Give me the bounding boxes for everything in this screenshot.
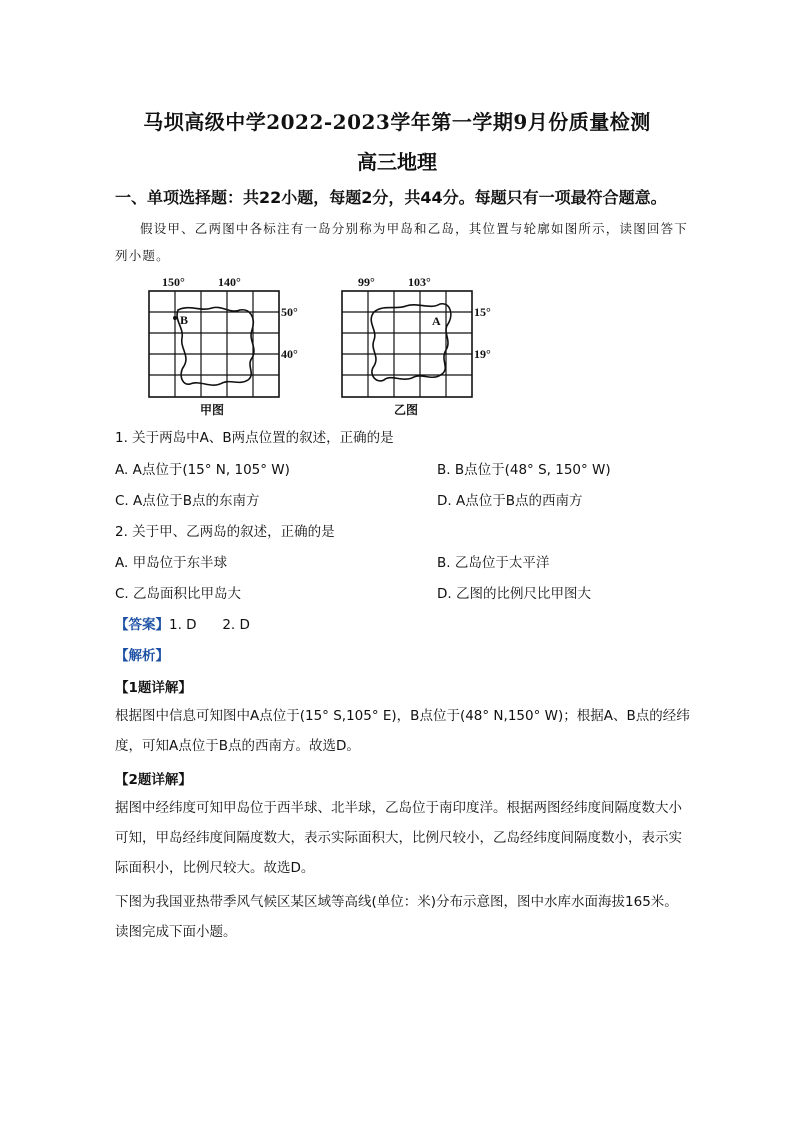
yi-caption: 乙图 — [394, 403, 419, 417]
point-b-marker — [173, 316, 177, 320]
answer-label: 【答案】 — [115, 617, 169, 633]
q1-option-a: A. A点位于(15° N, 105° W) — [115, 462, 290, 478]
exam-subject: 高三地理 — [357, 150, 437, 174]
q1-stem: 1. 关于两岛中A、B两点位置的叙述，正确的是 — [115, 430, 394, 446]
yi-top-label-1: 99° — [358, 275, 375, 289]
jia-top-label-2: 140° — [218, 275, 241, 289]
analysis-label: 【解析】 — [115, 648, 169, 664]
jia-caption: 甲图 — [200, 403, 225, 417]
detail-1-text: 根据图中信息可知图中A点位于(15° S,105° E)，B点位于(48° N,150° W)；根据A、B点的经纬度，可知A点位于B点的西南方。故选D。 — [115, 708, 690, 754]
map-jia — [149, 275, 298, 417]
q2-option-a: A. 甲岛位于东半球 — [115, 555, 228, 571]
map-yi — [342, 275, 491, 417]
answer-text: 1. D 2. D — [169, 617, 250, 633]
question-intro: 假设甲、乙两图中各标注有一岛分别称为甲岛和乙岛，其位置与轮廓如图所示，读图回答下列小题。 — [115, 221, 689, 263]
q2-option-c: C. 乙岛面积比甲岛大 — [115, 586, 242, 602]
island-jia-outline — [177, 307, 254, 385]
point-a-label: A — [432, 314, 441, 328]
detail-2-heading: 【2题详解】 — [115, 772, 192, 788]
q1-option-c: C. A点位于B点的东南方 — [115, 493, 260, 509]
q2-option-b: B. 乙岛位于太平洋 — [437, 555, 550, 571]
yi-top-label-2: 103° — [408, 275, 431, 289]
q1-option-d: D. A点位于B点的西南方 — [437, 493, 583, 509]
jia-right-label-2: 40° — [281, 347, 298, 361]
yi-right-label-2: 19° — [474, 347, 491, 361]
q1-option-b: B. B点位于(48° S, 150° W) — [437, 462, 611, 478]
next-question-intro: 下图为我国亚热带季风气候区某区域等高线(单位：米)分布示意图，图中水库水面海拔165米。读图完成下面小题。 — [115, 894, 678, 940]
detail-1-heading: 【1题详解】 — [115, 680, 192, 696]
map-figure-svg — [140, 274, 500, 424]
jia-right-label-1: 50° — [281, 305, 298, 319]
section-heading: 一、单项选择题：共22小题，每题2分，共44分。每题只有一项最符合题意。 — [115, 188, 667, 207]
q2-option-d: D. 乙图的比例尺比甲图大 — [437, 586, 591, 602]
yi-right-label-1: 15° — [474, 305, 491, 319]
answer-line — [115, 613, 250, 633]
exam-title: 马坝高级中学2022-2023学年第一学期9月份质量检测 — [143, 110, 651, 134]
jia-top-label-1: 150° — [162, 275, 185, 289]
q2-stem: 2. 关于甲、乙两岛的叙述，正确的是 — [115, 524, 335, 540]
point-b-label: B — [180, 313, 189, 327]
map-figure — [140, 274, 500, 424]
analysis-label-line — [115, 644, 169, 664]
detail-2-text: 据图中经纬度可知甲岛位于西半球、北半球，乙岛位于南印度洋。根据两图经纬度间隔度数大小可知，甲岛经纬度间隔度数大，表示实际面积大，比例尺较小，乙岛经纬度间隔度数小，表示实际面积小，比例尺较大。故选D。 — [115, 800, 682, 876]
